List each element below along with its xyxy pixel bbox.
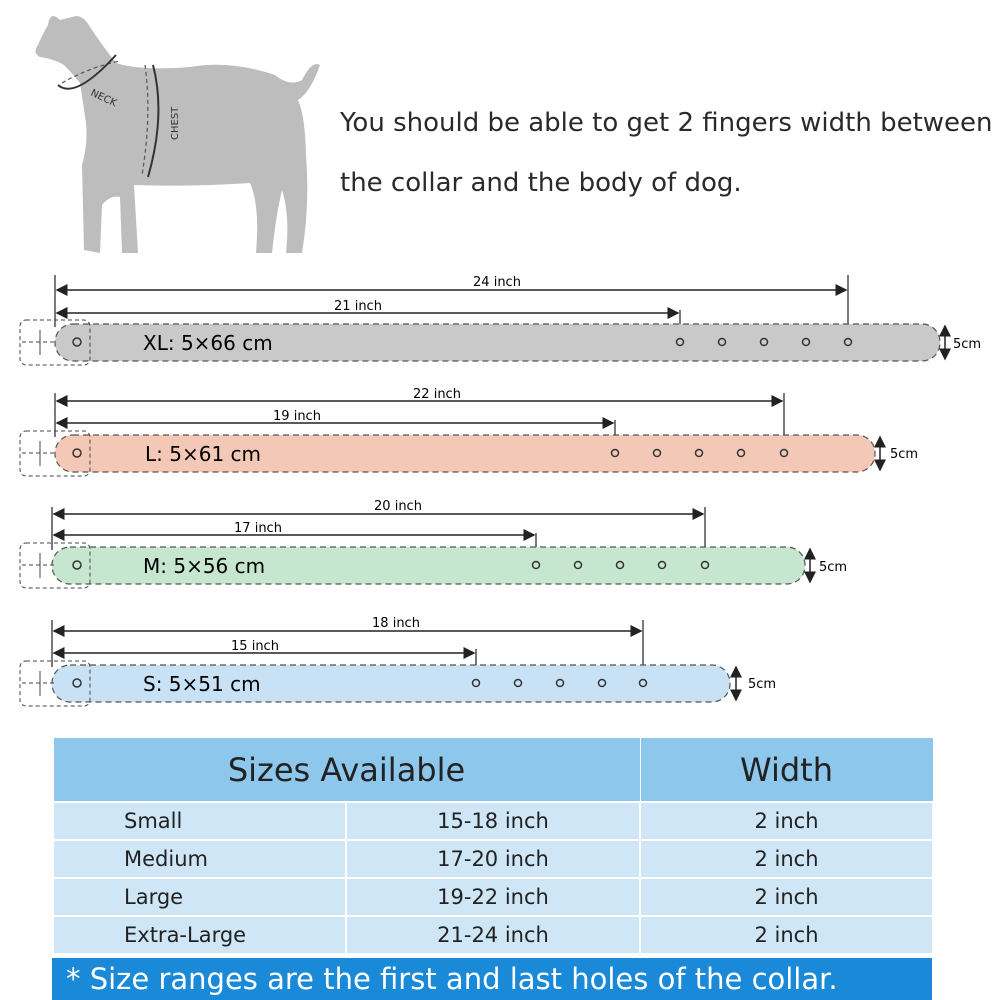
size-range-note: * Size ranges are the first and last holes of the collar. (52, 958, 932, 1000)
collar-s-width-label: 5cm (748, 677, 777, 692)
size-range: 15-18 inch (346, 802, 640, 840)
size-range: 21-24 inch (346, 916, 640, 954)
collar-s-min-label: 15 inch (231, 639, 279, 654)
collar-size-diagram (0, 265, 1000, 715)
collar-xl-min-label: 21 inch (334, 299, 382, 314)
collar-xl-label: XL: 5×66 cm (143, 331, 273, 355)
size-name: Large (53, 878, 346, 916)
collar-m-max-label: 20 inch (374, 499, 422, 514)
collar-xl (20, 275, 981, 365)
fit-tip-line-1: You should be able to get 2 fingers width between (340, 108, 993, 138)
collar-s (20, 616, 776, 706)
neck-label: NECK (88, 87, 119, 110)
size-width: 2 inch (640, 802, 933, 840)
collar-m-label: M: 5×56 cm (143, 554, 266, 578)
chest-label: CHEST (170, 106, 181, 140)
fit-tip-line-2: the collar and the body of dog. (340, 168, 742, 198)
collar-m-width-label: 5cm (819, 560, 848, 575)
header-sizes-available: Sizes Available (53, 738, 640, 803)
collar-s-label: S: 5×51 cm (143, 672, 261, 696)
size-range: 17-20 inch (346, 840, 640, 878)
size-name: Medium (53, 840, 346, 878)
dog-measurement-illustration (20, 5, 320, 265)
size-width: 2 inch (640, 916, 933, 954)
header-width: Width (640, 738, 933, 803)
collar-l-width-label: 5cm (890, 447, 919, 462)
collar-l-max-label: 22 inch (413, 387, 461, 402)
collar-xl-width-label: 5cm (953, 337, 982, 352)
table-row (53, 840, 933, 878)
collar-l-label: L: 5×61 cm (145, 442, 262, 466)
collar-l-min-label: 19 inch (273, 409, 321, 424)
table-row (53, 916, 933, 954)
size-name: Extra-Large (53, 916, 346, 954)
collar-xl-max-label: 24 inch (473, 275, 521, 290)
collar-l (20, 387, 918, 476)
size-table-header (53, 738, 933, 803)
size-name: Small (53, 802, 346, 840)
size-table (52, 737, 934, 955)
size-width: 2 inch (640, 840, 933, 878)
size-range: 19-22 inch (346, 878, 640, 916)
collar-m (20, 499, 847, 588)
table-row (53, 802, 933, 840)
collar-m-min-label: 17 inch (234, 521, 282, 536)
size-width: 2 inch (640, 878, 933, 916)
collar-s-max-label: 18 inch (372, 616, 420, 631)
table-row (53, 878, 933, 916)
